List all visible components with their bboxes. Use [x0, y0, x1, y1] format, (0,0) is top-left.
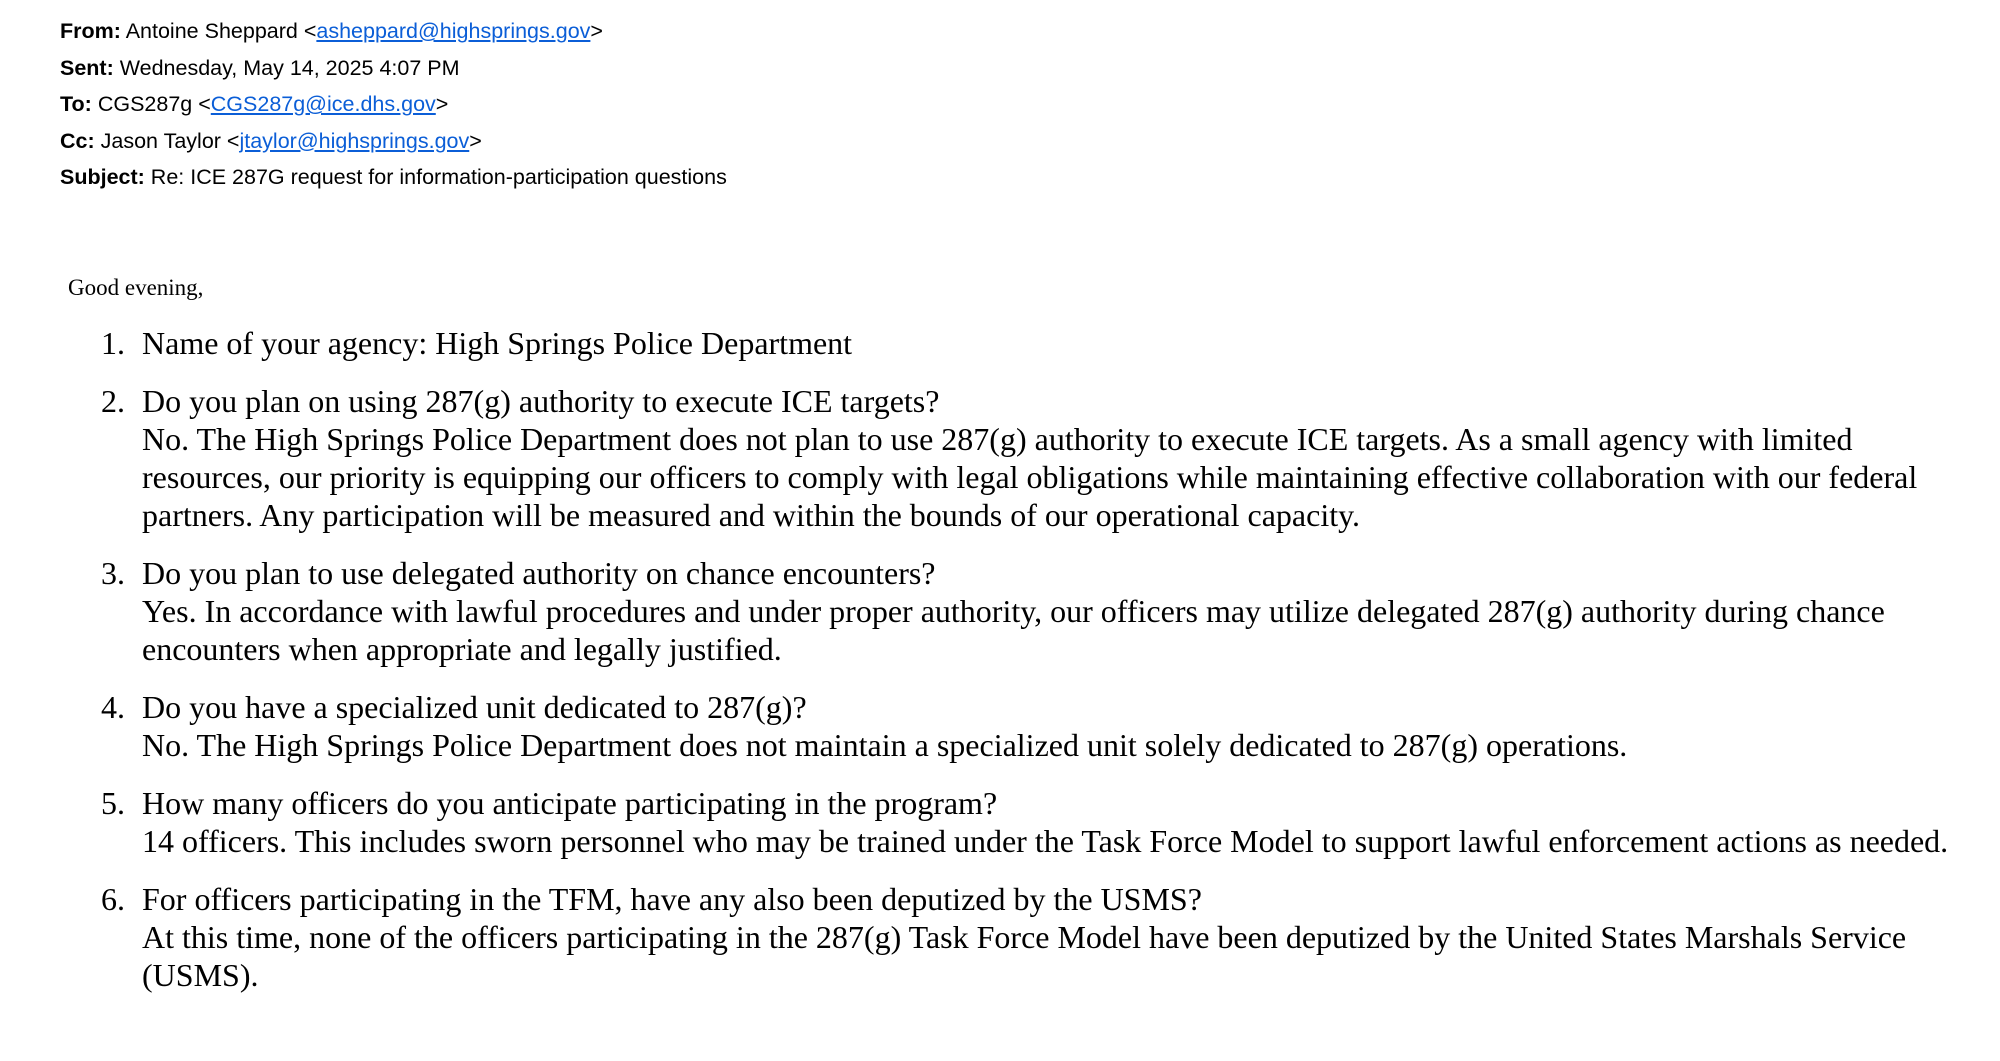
list-item-5 [98, 784, 1988, 860]
subject-value: Re: ICE 287G request for information-participation questions [144, 165, 727, 189]
email-body [0, 274, 2000, 994]
question-text: Name of your agency: High Springs Police Department [142, 324, 853, 361]
list-item-2 [98, 382, 1988, 534]
question-text: How many officers do you anticipate participating in the program? [142, 784, 998, 821]
header-row-sent [60, 50, 2000, 87]
sent-value: Wednesday, May 14, 2025 4:07 PM [113, 55, 460, 80]
list-number: 1. [101, 324, 125, 361]
answer-text: 14 officers. This includes sworn personnel who may be trained under the Task Force Model to support lawful enforcement actions as needed. [142, 822, 1949, 859]
list-number: 3. [101, 554, 125, 591]
list-item-6 [98, 880, 1988, 994]
list-item-4 [98, 688, 1988, 764]
list-item-1 [98, 324, 1988, 362]
list-number: 6. [101, 880, 125, 917]
list-number: 5. [101, 784, 125, 821]
cc-email-link[interactable]: jtaylor@highsprings.gov [239, 128, 470, 153]
question-list [68, 324, 2000, 994]
sent-label: Sent: [60, 55, 114, 80]
from-value: Antoine Sheppard < [120, 19, 317, 43]
to-email-link[interactable]: CGS287g@ice.dhs.gov [210, 92, 436, 116]
from-value-close: > [590, 19, 603, 43]
question-text: For officers participating in the TFM, have any also been deputized by the USMS? [142, 880, 1202, 917]
question-text: Do you have a specialized unit dedicated to 287(g)? [142, 688, 807, 725]
subject-label: Subject: [60, 165, 145, 189]
answer-text: Yes. In accordance with lawful procedures and under proper authority, our officers may utilize delegated 287(g) authority during chance encounters when appropriate and legally justified. [142, 592, 1885, 667]
greeting-text: Good evening, [68, 274, 204, 300]
answer-text: At this time, none of the officers participating in the 287(g) Task Force Model have been deputized by the United States Marshals Service (USMS). [142, 918, 1907, 993]
question-text: Do you plan on using 287(g) authority to execute ICE targets? [142, 382, 940, 419]
email-header-block [0, 0, 2000, 196]
cc-label: Cc: [60, 128, 95, 153]
answer-text: No. The High Springs Police Department does not maintain a specialized unit solely dedicated to 287(g) operations. [142, 726, 1628, 763]
cc-value-close: > [469, 128, 482, 153]
to-value: CGS287g < [91, 92, 211, 116]
header-row-to [60, 86, 2000, 123]
list-item-3 [98, 554, 1988, 668]
header-row-from [60, 13, 2000, 50]
header-row-subject [60, 159, 2000, 196]
list-number: 4. [101, 688, 125, 725]
to-value-close: > [435, 92, 449, 116]
to-label: To: [60, 92, 92, 116]
from-label: From: [60, 19, 121, 43]
header-row-cc [60, 123, 2000, 160]
cc-value: Jason Taylor < [94, 128, 240, 153]
answer-text: No. The High Springs Police Department does not plan to use 287(g) authority to execute ICE targets. As a small agency with limited resources, our priority is equipping our officers to comply with legal obligations while maintaining effective collaboration with our federal partners. Any participation will be measured and within the bounds of our operational capacity. [142, 420, 1918, 533]
list-number: 2. [101, 382, 125, 419]
question-text: Do you plan to use delegated authority on chance encounters? [142, 554, 936, 591]
from-email-link[interactable]: asheppard@highsprings.gov [316, 19, 591, 43]
